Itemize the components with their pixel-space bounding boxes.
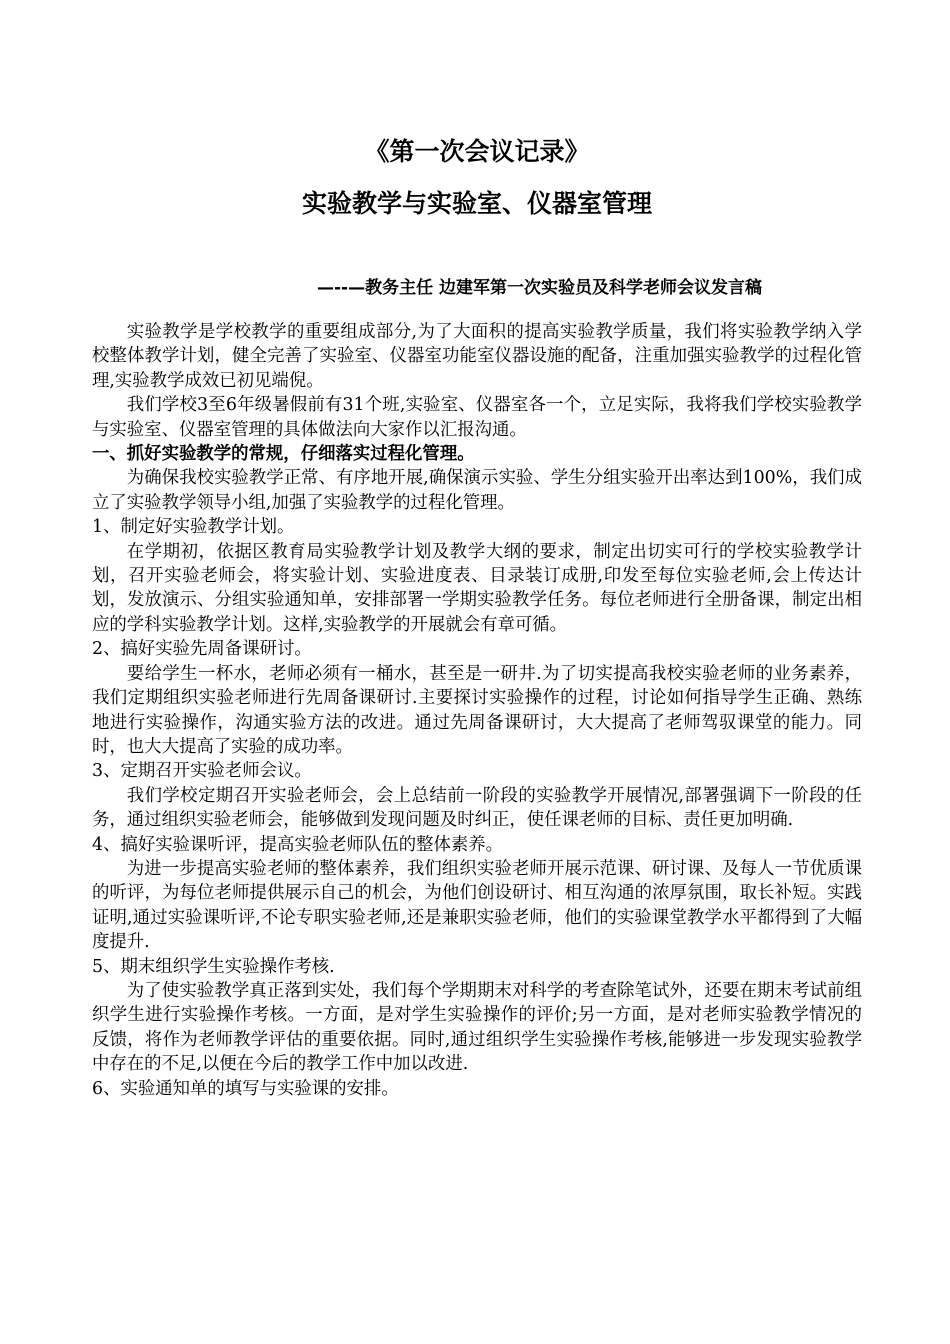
document-body — [92, 320, 862, 1101]
subheading-3: 3、定期召开实验老师会议。 — [92, 761, 312, 782]
paragraph-intro: 实验教学是学校教学的重要组成部分,为了大面积的提高实验教学质量，我们将实验教学纳入学校整体教学计划，健全完善了实验室、仪器室功能室仪器设施的配备，注重加强实验教学的过程化管理,实验教学成效已初见端倪。 — [92, 322, 862, 391]
subheading-6: 6、实验通知单的填写与实验课的安排。 — [92, 1078, 399, 1099]
subheading-5: 5、期末组织学生实验操作考核. — [92, 956, 335, 977]
document-subtitle: —--—教务主任 边建军第一次实验员及科学老师会议发言稿 — [316, 278, 762, 298]
paragraph: 为进一步提高实验老师的整体素养，我们组织实验老师开展示范课、研讨课、及每人一节优质课的听评，为每位老师提供展示自己的机会，为他们创设研讨、相互沟通的浓厚氛围，取长补短。实践证明,通过实验课听评,不论专职实验老师,还是兼职实验老师，他们的实验课堂教学水平都得到了大幅度提升. — [92, 858, 862, 953]
paragraph: 为了使实验教学真正落到实处，我们每个学期期末对科学的考查除笔试外，还要在期末考试前组织学生进行实验操作考核。一方面，是对学生实验操作的评价;另一方面，是对老师实验教学情况的反馈，将作为老师教学评估的重要依据。同时,通过组织学生实验操作考核,能够进一步发现实验教学中存在的不足,以便在今后的教学工作中加以改进. — [92, 980, 862, 1075]
document-title: 《第一次会议记录》 — [364, 137, 590, 166]
section-heading-1: 一、抓好实验教学的常规，仔细落实过程化管理。 — [92, 444, 475, 465]
subheading-2: 2、搞好实验先周备课研讨。 — [92, 639, 312, 660]
paragraph-overview: 我们学校3至6年级暑假前有31个班,实验室、仪器室各一个，立足实际，我将我们学校实验教学与实验室、仪器室管理的具体做法向大家作以汇报沟通。 — [92, 395, 862, 440]
paragraph: 要给学生一杯水，老师必须有一桶水，甚至是一研井.为了切实提高我校实验老师的业务素养，我们定期组织实验老师进行先周备课研讨.主要探讨实验操作的过程，讨论如何指导学生正确、熟练地进行实验操作，沟通实验方法的改进。通过先周备课研讨，大大提高了老师驾驭课堂的能力。同时，也大大提高了实验的成功率。 — [92, 663, 862, 757]
paragraph: 为确保我校实验教学正常、有序地开展,确保演示实验、学生分组实验开出率达到100%，我们成立了实验教学领导小组,加强了实验教学的过程化管理。 — [92, 468, 862, 513]
subheading-1: 1、制定好实验教学计划。 — [92, 517, 295, 538]
document-title-line2: 实验教学与实验室、仪器室管理 — [301, 189, 652, 218]
subheading-4: 4、搞好实验课听评，提高实验老师队伍的整体素养。 — [92, 834, 504, 855]
paragraph: 我们学校定期召开实验老师会，会上总结前一阶段的实验教学开展情况,部署强调下一阶段的任务，通过组织实验老师会，能够做到发现问题及时纠正，使任课老师的目标、责任更加明确. — [92, 785, 862, 831]
paragraph: 在学期初，依据区教育局实验教学计划及教学大纲的要求，制定出切实可行的学校实验教学计划，召开实验老师会，将实验计划、实验进度表、目录装订成册,印发至每位实验老师,会上传达计划，发放演示、分组实验通知单，安排部署一学期实验教学任务。每位老师进行全册备课，制定出相应的学科实验教学计划。这样,实验教学的开展就会有章可循。 — [92, 541, 862, 635]
